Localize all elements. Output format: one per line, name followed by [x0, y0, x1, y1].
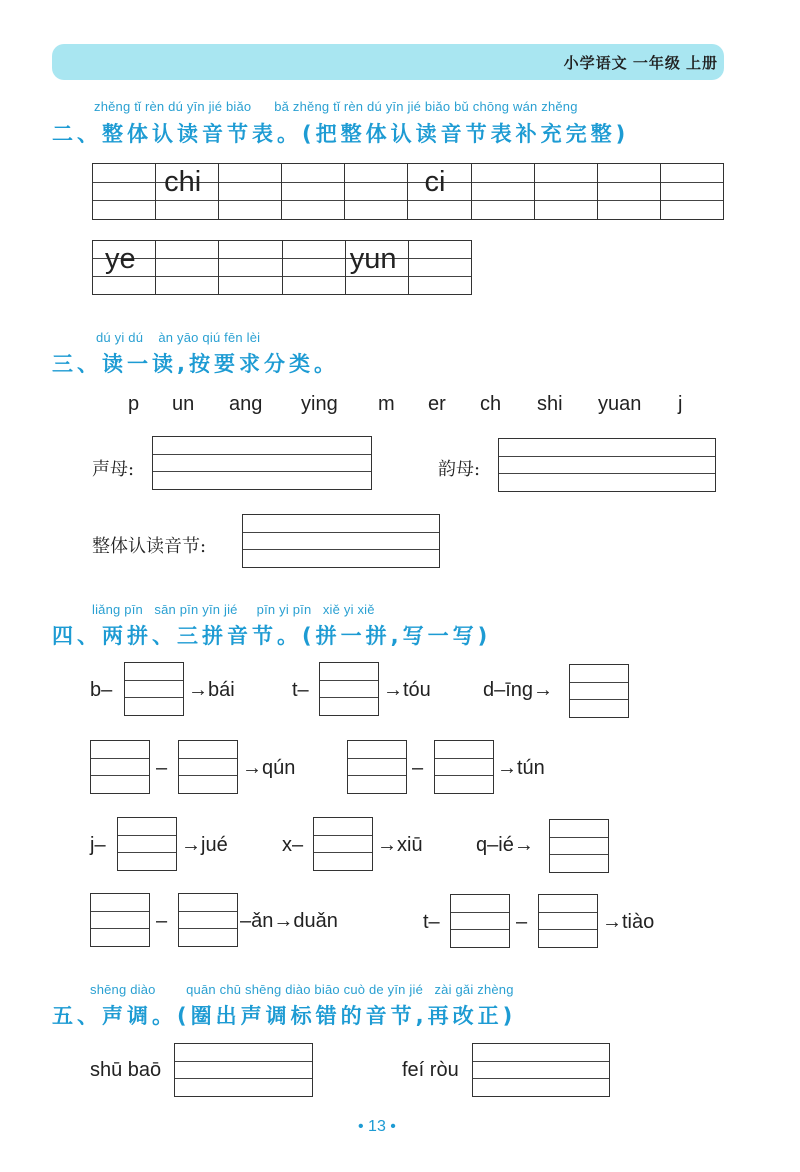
write-box[interactable]	[549, 819, 609, 873]
section4-pinyin: liǎng pīn sān pīn yīn jié pīn yi pīn xiě yi xiě	[92, 602, 375, 617]
write-box[interactable]	[313, 817, 373, 871]
grid-cell[interactable]	[409, 241, 471, 294]
dash: –	[412, 757, 424, 779]
result-bai: →bái	[188, 679, 235, 701]
header-title: 小学语文 一年级 上册	[563, 55, 718, 72]
write-box[interactable]	[178, 740, 238, 794]
label-initials: 声母:	[92, 459, 135, 480]
item-yuan: yuan	[598, 393, 642, 415]
syllable-grid-row1	[92, 163, 724, 220]
answer-box-whole[interactable]	[242, 514, 440, 568]
syllable-yun: yun	[349, 243, 397, 275]
syllable-ci: ci	[424, 166, 446, 198]
x-initial: x–	[282, 834, 304, 856]
grid-cell[interactable]	[93, 164, 156, 219]
grid-cell[interactable]	[219, 241, 282, 294]
dash: –	[516, 911, 528, 933]
dash: –	[156, 910, 168, 932]
item-m: m	[378, 393, 395, 415]
tone-item-shubao[interactable]: shū baō	[90, 1059, 162, 1081]
result-jue: →jué	[181, 834, 228, 856]
write-box[interactable]	[450, 894, 510, 948]
ding-part: d–īng→	[483, 679, 554, 701]
grid-cell[interactable]	[345, 164, 408, 219]
section4-title: 四、两拼、三拼音节。(拼一拼,写一写)	[52, 624, 492, 648]
b-initial: b–	[90, 679, 113, 701]
grid-cell[interactable]	[282, 164, 345, 219]
label-whole-syllables: 整体认读音节:	[92, 536, 207, 557]
write-box[interactable]	[569, 664, 629, 718]
section2-pinyin: zhěng tǐ rèn dú yīn jié biǎo bǎ zhěng tǐ rèn dú yīn jié biǎo bǔ chōng wán zhěng	[94, 99, 578, 114]
write-box[interactable]	[90, 893, 150, 947]
grid-cell[interactable]	[346, 241, 409, 294]
item-p: p	[128, 393, 140, 415]
item-un: un	[172, 393, 195, 415]
tone-item-feirou[interactable]: feí ròu	[402, 1059, 459, 1081]
page-number: • 13 •	[358, 1118, 396, 1135]
item-shi: shi	[537, 393, 563, 415]
grid-cell[interactable]	[661, 164, 723, 219]
grid-cell[interactable]	[535, 164, 598, 219]
section5-title: 五、声调。(圈出声调标错的音节,再改正)	[52, 1004, 517, 1028]
answer-box-initials[interactable]	[152, 436, 372, 490]
item-j: j	[678, 393, 683, 415]
label-finals: 韵母:	[438, 459, 481, 480]
section3-title: 三、读一读,按要求分类。	[52, 352, 339, 376]
grid-cell[interactable]	[93, 241, 156, 294]
answer-box-finals[interactable]	[498, 438, 716, 492]
j-initial: j–	[90, 834, 106, 856]
write-box[interactable]	[347, 740, 407, 794]
qie-part: q–ié→	[476, 834, 534, 856]
t2-initial: t–	[423, 911, 440, 933]
syllable-grid-row2	[92, 240, 472, 295]
result-tun: →tún	[497, 757, 545, 779]
section2-title: 二、整体认读音节表。(把整体认读音节表补充完整)	[52, 122, 630, 146]
item-ang: ang	[229, 393, 263, 415]
syllable-chi: chi	[164, 166, 202, 198]
grid-cell[interactable]	[156, 164, 219, 219]
syllable-ye: ye	[105, 243, 136, 275]
t-initial: t–	[292, 679, 309, 701]
write-box[interactable]	[538, 894, 598, 948]
section5-pinyin: shēng diào quān chū shēng diào biāo cuò de yīn jié zài gǎi zhèng	[90, 982, 514, 997]
dash: –	[156, 757, 168, 779]
result-qun: →qún	[242, 757, 296, 779]
section3-pinyin: dú yi dú àn yāo qiú fēn lèi	[96, 330, 261, 345]
grid-cell[interactable]	[408, 164, 471, 219]
result-xiu: →xiū	[377, 834, 423, 856]
write-box[interactable]	[124, 662, 184, 716]
item-ch: ch	[480, 393, 502, 415]
grid-cell[interactable]	[598, 164, 661, 219]
result-duan: –ǎn→duǎn	[240, 910, 338, 932]
write-box[interactable]	[434, 740, 494, 794]
answer-box-shubao[interactable]	[174, 1043, 313, 1097]
item-er: er	[428, 393, 446, 415]
item-ying: ying	[301, 393, 338, 415]
answer-box-feirou[interactable]	[472, 1043, 610, 1097]
write-box[interactable]	[90, 740, 150, 794]
grid-cell[interactable]	[219, 164, 282, 219]
grid-cell[interactable]	[472, 164, 535, 219]
result-tiao: →tiào	[602, 911, 655, 933]
write-box[interactable]	[178, 893, 238, 947]
grid-cell[interactable]	[283, 241, 346, 294]
write-box[interactable]	[319, 662, 379, 716]
write-box[interactable]	[117, 817, 177, 871]
result-tou: →tóu	[383, 679, 431, 701]
grid-cell[interactable]	[156, 241, 219, 294]
